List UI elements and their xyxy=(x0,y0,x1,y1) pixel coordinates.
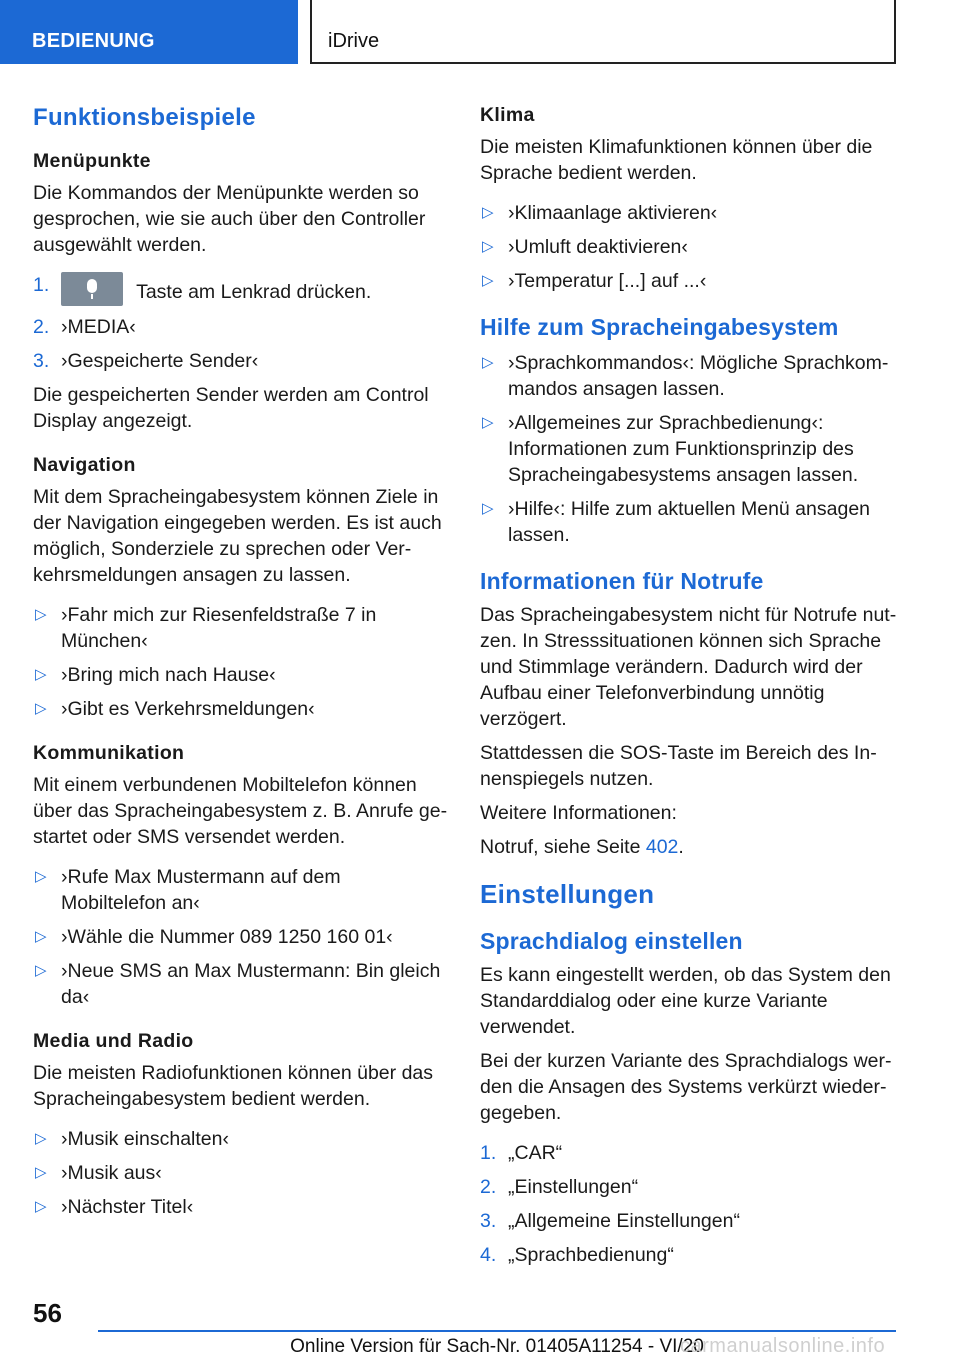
step-text: ›Gespeicherte Sender‹ xyxy=(61,350,259,372)
list-item: ▷ ›Bring mich nach Hause‹ xyxy=(35,664,276,686)
triangle-bullet-icon: ▷ xyxy=(35,700,47,717)
triangle-bullet-icon: ▷ xyxy=(35,928,47,945)
section-tab: BEDIENUNG xyxy=(0,0,298,64)
heading-menupunkte: Menüpunkte xyxy=(33,150,151,172)
paragraph: Die meisten Klimafunktionen können über die Sprache bedient werden. xyxy=(480,136,873,184)
subsection-title-sprachdialog: Sprachdialog einstellen xyxy=(480,928,743,954)
list-item: ▷ ›Musik einschalten‹ xyxy=(35,1128,229,1150)
subsection-menupunkte xyxy=(33,148,451,434)
triangle-bullet-icon: ▷ xyxy=(35,868,47,885)
step-number: 1. xyxy=(480,1142,497,1164)
footer-divider xyxy=(98,1330,896,1332)
numbered-list xyxy=(33,272,451,374)
paragraph: Mit einem verbundenen Mobiltelefon können über das Spracheingabesystem z. B. Anrufe gestartet oder SMS versendet werden. xyxy=(33,774,448,848)
paragraph: Die meisten Radiofunktionen können über das Spracheingabesystem bedient werden. xyxy=(33,1062,434,1110)
subsection-navigation xyxy=(33,452,451,722)
list-item: ▷ ›Nächster Titel‹ xyxy=(35,1196,194,1218)
paragraph: Mit dem Spracheingabesystem können Ziele in der Navigation eingegeben werden. Es ist auch möglich, Sonderziele zu sprechen oder Verkehrsmeldungen ansagen zu lassen. xyxy=(33,486,442,586)
list-item: ▷ ›Musik aus‹ xyxy=(35,1162,162,1184)
triangle-bullet-icon: ▷ xyxy=(482,414,494,431)
section-title-einstellungen: Einstellungen xyxy=(480,879,655,909)
triangle-bullet-icon: ▷ xyxy=(35,962,47,979)
step-text: ›MEDIA‹ xyxy=(61,316,136,338)
bullet-list xyxy=(33,602,451,722)
section-title-funktionsbeispiele: Funktionsbeispiele xyxy=(33,104,256,131)
bullet-list xyxy=(33,1126,451,1220)
right-column xyxy=(480,102,900,1276)
list-item: ▷ ›Fahr mich zur Riesenfeldstraße 7 in München‹ xyxy=(35,604,377,652)
paragraph: Die gespeicherten Sender werden am Control Display angezeigt. xyxy=(33,384,429,432)
triangle-bullet-icon: ▷ xyxy=(35,666,47,683)
triangle-bullet-icon: ▷ xyxy=(482,500,494,517)
step-number: 3. xyxy=(480,1210,497,1232)
triangle-bullet-icon: ▷ xyxy=(35,1130,47,1147)
list-item: ▷ ›Temperatur [...] auf ...‹ xyxy=(482,270,707,292)
subsection-media-radio xyxy=(33,1028,451,1220)
paragraph: Das Spracheingabesystem nicht für Notrufe nutzen. In Stresssituationen können sich Sprache und Stimmlage verändern. Dadurch wird der Aufbau einer Telefonverbindung unnötig verzögert. xyxy=(480,604,897,730)
list-item: ▷ ›Sprachkommandos‹: Mögliche Sprachkommandos ansagen lassen. xyxy=(482,352,889,400)
triangle-bullet-icon: ▷ xyxy=(482,354,494,371)
heading-media-radio: Media und Radio xyxy=(33,1030,194,1052)
list-item: ▷ ›Klimaanlage aktivieren‹ xyxy=(482,202,718,224)
list-item xyxy=(33,314,451,340)
list-item: 4. „Sprachbedienung“ xyxy=(480,1244,674,1266)
list-item: ▷ ›Allgemeines zur Sprachbedienung‹: Informationen zum Funktionsprinzip des Spracheingabesystems ansagen lassen. xyxy=(482,412,859,486)
list-item xyxy=(33,348,451,374)
paragraph: Weitere Informationen: xyxy=(480,802,677,824)
numbered-list xyxy=(480,1140,900,1268)
paragraph: Es kann eingestellt werden, ob das System den Standarddialog oder eine kurze Variante verwendet. xyxy=(480,964,891,1038)
list-item: ▷ ›Hilfe‹: Hilfe zum aktuellen Menü ansagen lassen. xyxy=(482,498,871,546)
triangle-bullet-icon: ▷ xyxy=(35,606,47,623)
bullet-list xyxy=(480,350,900,548)
step-number: 3. xyxy=(33,350,50,372)
paragraph: Stattdessen die SOS-Taste im Bereich des Innenspiegels nutzen. xyxy=(480,742,877,790)
heading-klima: Klima xyxy=(480,104,535,126)
triangle-bullet-icon: ▷ xyxy=(35,1198,47,1215)
step-text: Taste am Lenkrad drücken. xyxy=(131,281,372,303)
list-item: ▷ ›Rufe Max Mustermann auf dem Mobiltelefon an‹ xyxy=(35,866,341,914)
page-reference-link[interactable]: 402 xyxy=(645,836,679,858)
bullet-list xyxy=(33,864,451,1010)
list-item: ▷ ›Gibt es Verkehrsmeldungen‹ xyxy=(35,698,315,720)
triangle-bullet-icon: ▷ xyxy=(482,238,494,255)
left-column xyxy=(33,102,451,1228)
paragraph: Bei der kurzen Variante des Sprachdialogs werden die Ansagen des Systems verkürzt wiedergegeben. xyxy=(480,1050,892,1124)
list-item: ▷ ›Umluft deaktivieren‹ xyxy=(482,236,688,258)
heading-kommunikation: Kommunikation xyxy=(33,742,185,764)
footer-text: Online Version für Sach-Nr. 01405A11254 - VI/20 xyxy=(290,1336,704,1357)
subsection-klima xyxy=(480,102,900,294)
list-item: 2. „Einstellungen“ xyxy=(480,1176,639,1198)
list-item xyxy=(33,272,451,306)
subsection-kommunikation xyxy=(33,740,451,1010)
list-item: 1. „CAR“ xyxy=(480,1142,563,1164)
page-header xyxy=(0,0,960,66)
list-item: 3. „Allgemeine Einstellungen“ xyxy=(480,1210,740,1232)
step-number: 4. xyxy=(480,1244,497,1266)
paragraph: Notruf, siehe Seite 402. xyxy=(480,836,684,858)
triangle-bullet-icon: ▷ xyxy=(482,272,494,289)
page-number: 56 xyxy=(33,1298,62,1328)
heading-navigation: Navigation xyxy=(33,454,136,476)
section-title-hilfe: Hilfe zum Spracheingabesystem xyxy=(480,314,839,340)
section-title-notrufe: Informationen für Notrufe xyxy=(480,568,764,594)
chapter-tab: iDrive xyxy=(310,0,896,64)
step-number: 1. xyxy=(33,274,50,296)
triangle-bullet-icon: ▷ xyxy=(482,204,494,221)
bullet-list xyxy=(480,200,900,294)
watermark: carmanualsonline.info xyxy=(680,1335,886,1357)
step-number: 2. xyxy=(480,1176,497,1198)
list-item: ▷ ›Wähle die Nummer 089 1250 160 01‹ xyxy=(35,926,393,948)
list-item: ▷ ›Neue SMS an Max Mustermann: Bin gleich da‹ xyxy=(35,960,441,1008)
step-number: 2. xyxy=(33,316,50,338)
triangle-bullet-icon: ▷ xyxy=(35,1164,47,1181)
microphone-icon xyxy=(61,272,123,306)
paragraph: Die Kommandos der Menüpunkte werden so gesprochen, wie sie auch über den Controller ausgewählt werden. xyxy=(33,182,426,256)
